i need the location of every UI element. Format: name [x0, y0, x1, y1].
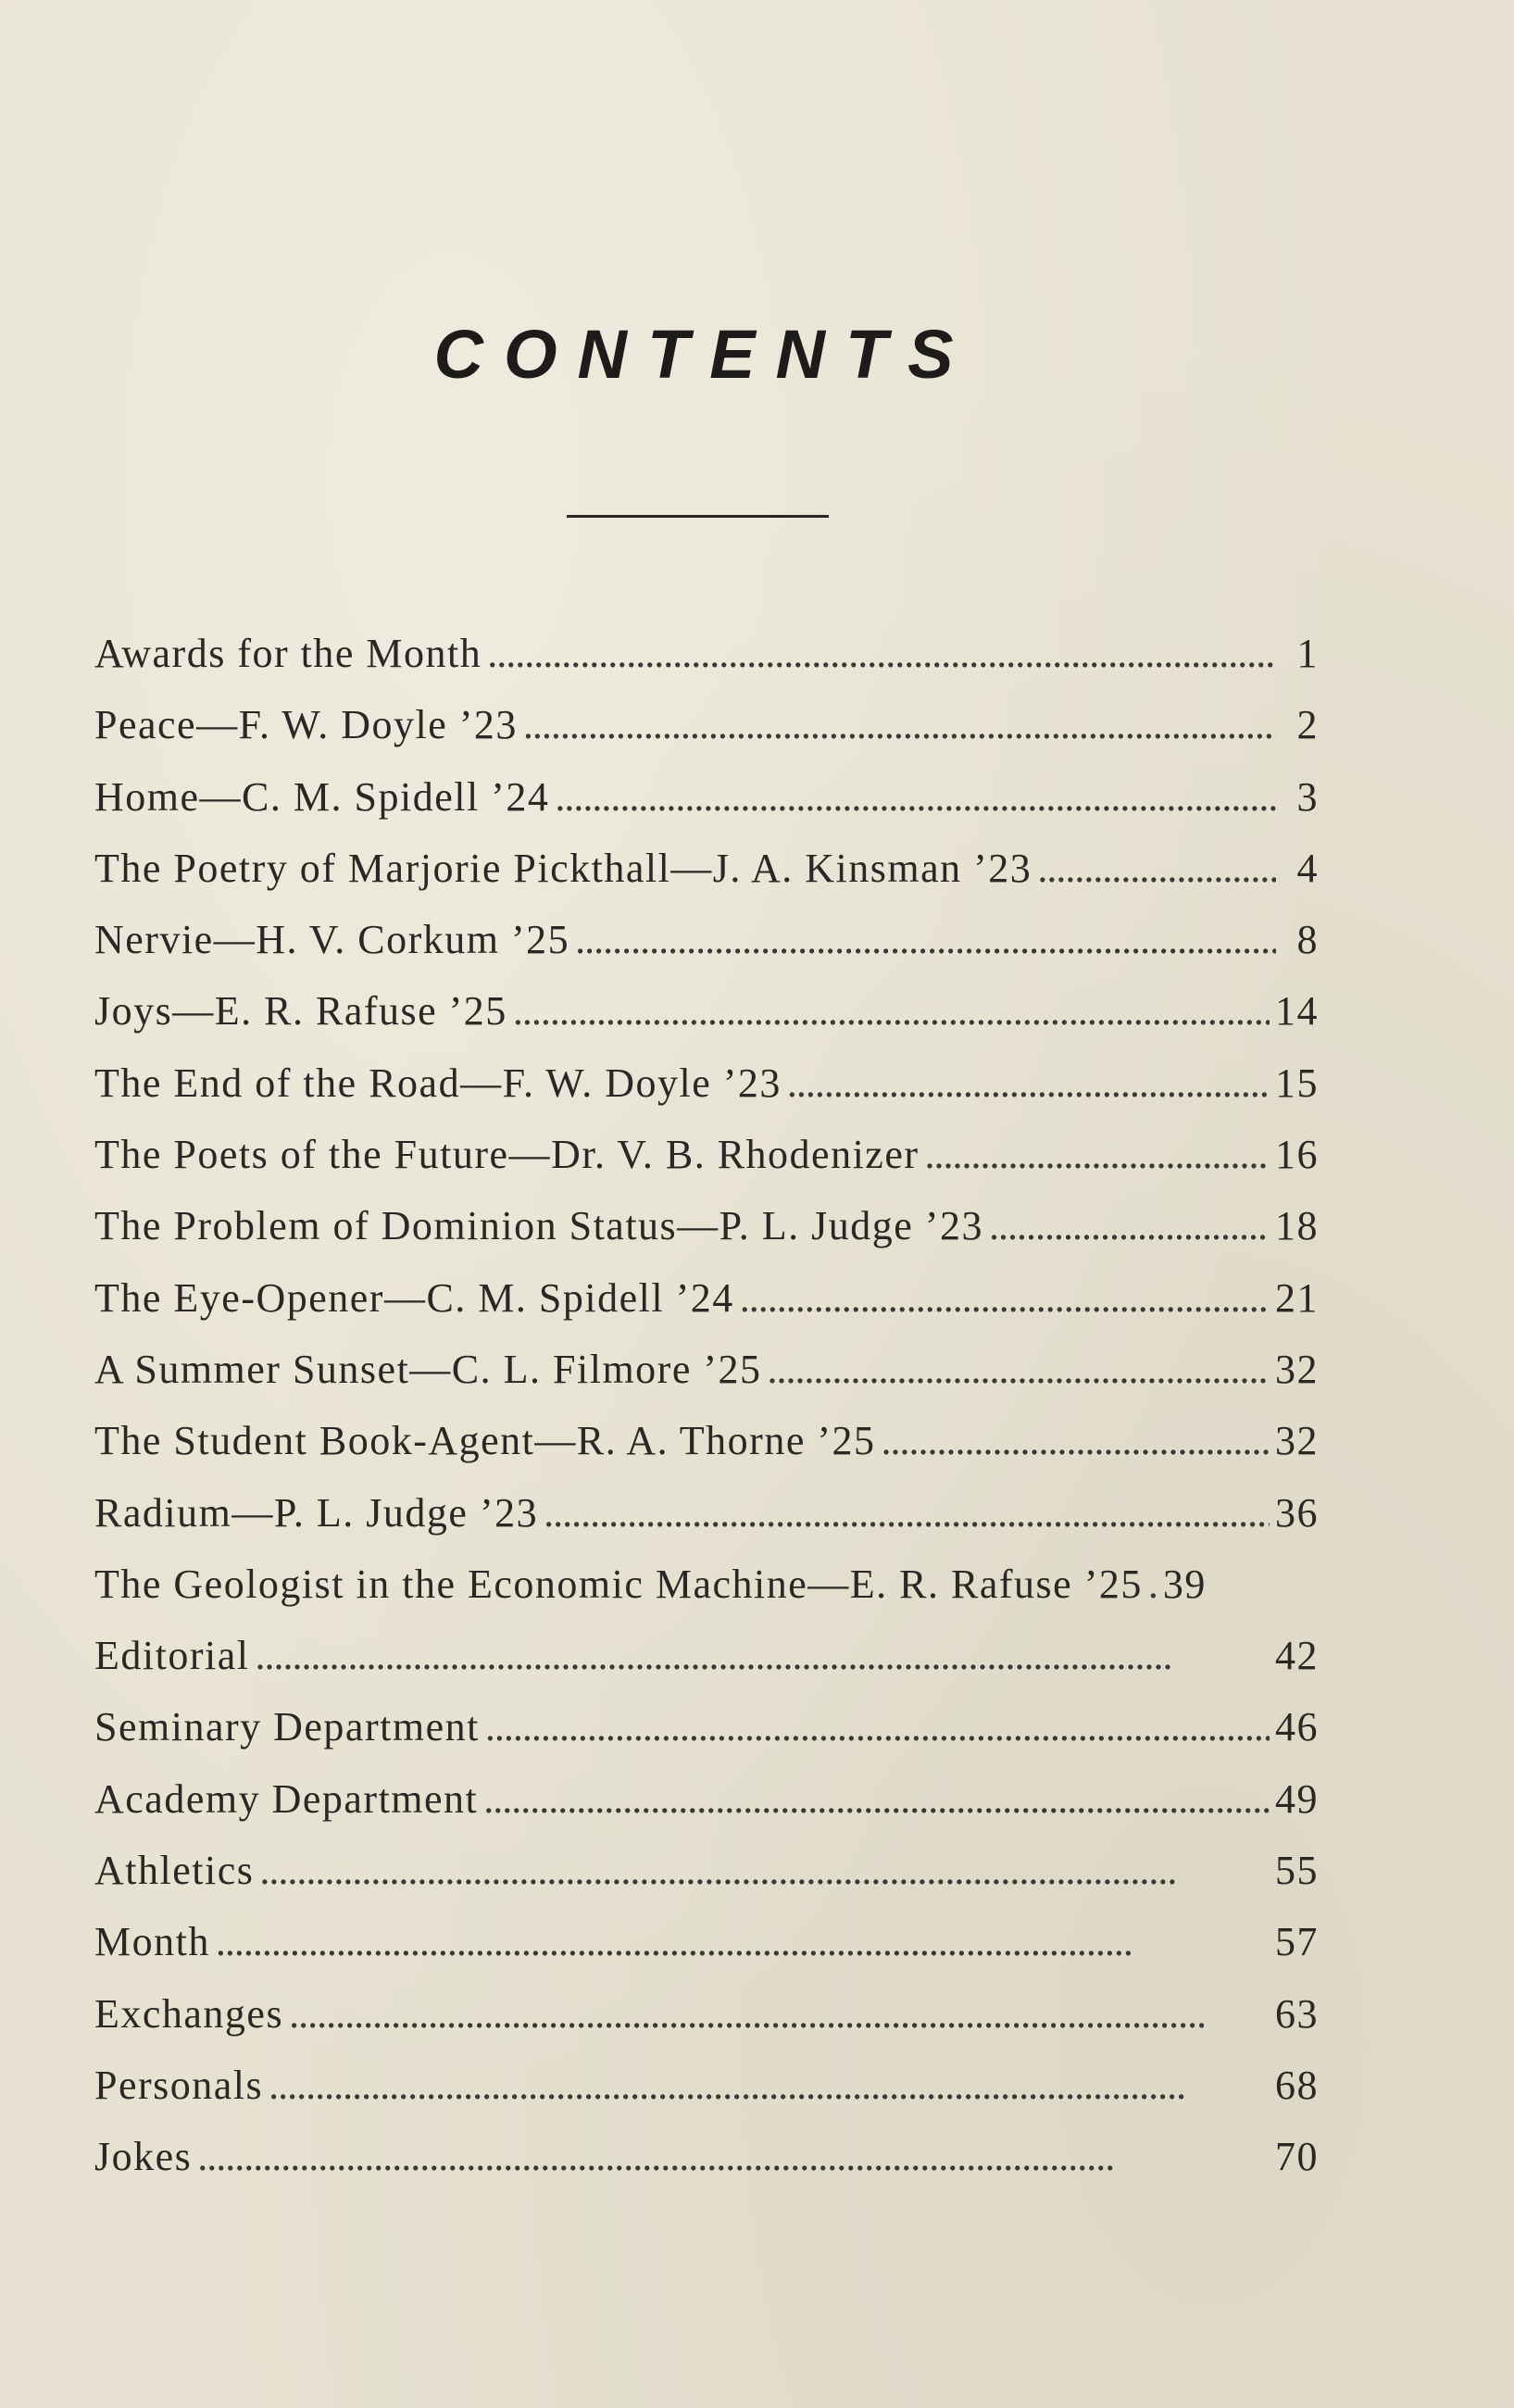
dot-leader	[255, 1632, 1270, 1679]
toc-entry-page: 57	[1275, 1919, 1319, 1965]
dot-leader	[197, 2133, 1270, 2180]
toc-entry	[94, 1489, 1319, 1561]
toc-entry	[94, 1632, 1319, 1703]
toc-entry	[94, 1202, 1319, 1273]
toc-entry-title: Jokes	[94, 2134, 193, 2180]
toc-entry-page: 32	[1275, 1346, 1319, 1392]
toc-entry-page: 32	[1275, 1418, 1319, 1464]
dot-leader	[523, 701, 1276, 748]
toc-entry-page: 16	[1275, 1132, 1319, 1178]
dot-leader	[555, 773, 1276, 821]
dot-leader	[925, 1131, 1270, 1178]
toc-entry-title: The Eye-Opener—C. M. Spidell ’24	[94, 1274, 734, 1321]
toc-entry-title: Peace—F. W. Doyle ’23	[94, 702, 518, 748]
toc-entry	[94, 1847, 1319, 1918]
toc-entry	[94, 701, 1319, 772]
toc-entry-page: 2	[1296, 702, 1319, 748]
toc-entry-title: Nervie—H. V. Corkum ’25	[94, 917, 570, 963]
toc-entry-page: 70	[1275, 2134, 1319, 2180]
toc-entry	[94, 1417, 1319, 1488]
dot-leader	[740, 1274, 1270, 1322]
toc-entry-page: 49	[1275, 1775, 1319, 1822]
toc-entry	[94, 1274, 1319, 1346]
toc-entry	[94, 2133, 1319, 2204]
toc-entry	[94, 773, 1319, 845]
dot-leader	[768, 1346, 1270, 1393]
toc-entry-title: The End of the Road—F. W. Doyle ’23	[94, 1060, 782, 1106]
dot-leader	[1148, 1561, 1157, 1608]
toc-entry-title: The Problem of Dominion Status—P. L. Judge ’23	[94, 1203, 983, 1249]
toc-entry	[94, 1346, 1319, 1417]
toc-entry-title: The Poetry of Marjorie Pickthall—J. A. Kinsman ’23	[94, 845, 1032, 891]
toc-entry-title: The Student Book-Agent—R. A. Thorne ’25	[94, 1418, 876, 1464]
dot-leader	[787, 1060, 1270, 1107]
dot-leader	[544, 1489, 1270, 1536]
toc-entry-page: 4	[1296, 845, 1319, 891]
toc-entry-title: Editorial	[94, 1633, 250, 1679]
dot-leader	[989, 1202, 1270, 1249]
toc-entry-page: 3	[1296, 773, 1319, 820]
page-title: CONTENTS	[433, 316, 974, 393]
toc-entry-page: 18	[1275, 1203, 1319, 1249]
dot-leader	[485, 1703, 1270, 1750]
toc-entry-title: The Geologist in the Economic Machine—E. R. Rafuse ’25	[94, 1561, 1143, 1607]
toc-entry-page: 55	[1275, 1848, 1319, 1894]
toc-entry-page: 8	[1296, 917, 1319, 963]
toc-entry-page: 14	[1275, 988, 1319, 1035]
dot-leader	[289, 1990, 1270, 2038]
toc-entry-title: Personals	[94, 2062, 264, 2108]
toc-entry-title: Exchanges	[94, 1990, 284, 2037]
toc-entry	[94, 1060, 1319, 1131]
dot-leader	[269, 2062, 1270, 2109]
toc-entry-title: The Poets of the Future—Dr. V. B. Rhodenizer	[94, 1132, 920, 1178]
toc-entry	[94, 987, 1319, 1059]
toc-entry-page: 63	[1275, 1990, 1319, 2037]
toc-entry-page: 36	[1275, 1489, 1319, 1536]
toc-entry-page: 1	[1296, 631, 1319, 676]
toc-entry-title: A Summer Sunset—C. L. Filmore ’25	[94, 1346, 762, 1392]
toc-entry	[94, 1131, 1319, 1202]
toc-entry	[94, 2062, 1319, 2133]
toc-entry-title: Month	[94, 1919, 210, 1965]
dot-leader	[259, 1847, 1270, 1894]
title-divider	[567, 515, 829, 518]
toc-entry-title: Awards for the Month	[94, 631, 482, 676]
dot-leader	[575, 916, 1276, 963]
dot-leader	[513, 987, 1270, 1035]
table-of-contents	[94, 630, 1319, 2205]
toc-entry-title: Joys—E. R. Rafuse ’25	[94, 988, 507, 1035]
toc-entry-page: 68	[1275, 2062, 1319, 2108]
toc-entry-title: Radium—P. L. Judge ’23	[94, 1489, 539, 1536]
toc-entry-page: 15	[1275, 1060, 1319, 1106]
toc-entry-page: 21	[1275, 1274, 1319, 1321]
toc-entry-title: Academy Department	[94, 1775, 479, 1822]
toc-entry	[94, 1990, 1319, 2062]
dot-leader	[483, 1775, 1270, 1823]
toc-entry	[94, 1561, 1319, 1632]
toc-entry	[94, 630, 1319, 701]
toc-entry-page: 46	[1275, 1704, 1319, 1750]
dot-leader	[1037, 845, 1276, 892]
dot-leader	[882, 1417, 1270, 1464]
toc-entry	[94, 1918, 1319, 1989]
toc-entry	[94, 1775, 1319, 1847]
toc-entry-page: 42	[1275, 1633, 1319, 1679]
dot-leader	[487, 630, 1276, 677]
dot-leader	[216, 1918, 1270, 1965]
toc-entry-page: 39	[1162, 1561, 1207, 1607]
toc-entry-title: Home—C. M. Spidell ’24	[94, 773, 550, 820]
toc-entry-title: Seminary Department	[94, 1704, 480, 1750]
toc-entry	[94, 916, 1319, 987]
toc-entry-title: Athletics	[94, 1848, 255, 1894]
toc-entry	[94, 1703, 1319, 1775]
toc-entry	[94, 845, 1319, 916]
